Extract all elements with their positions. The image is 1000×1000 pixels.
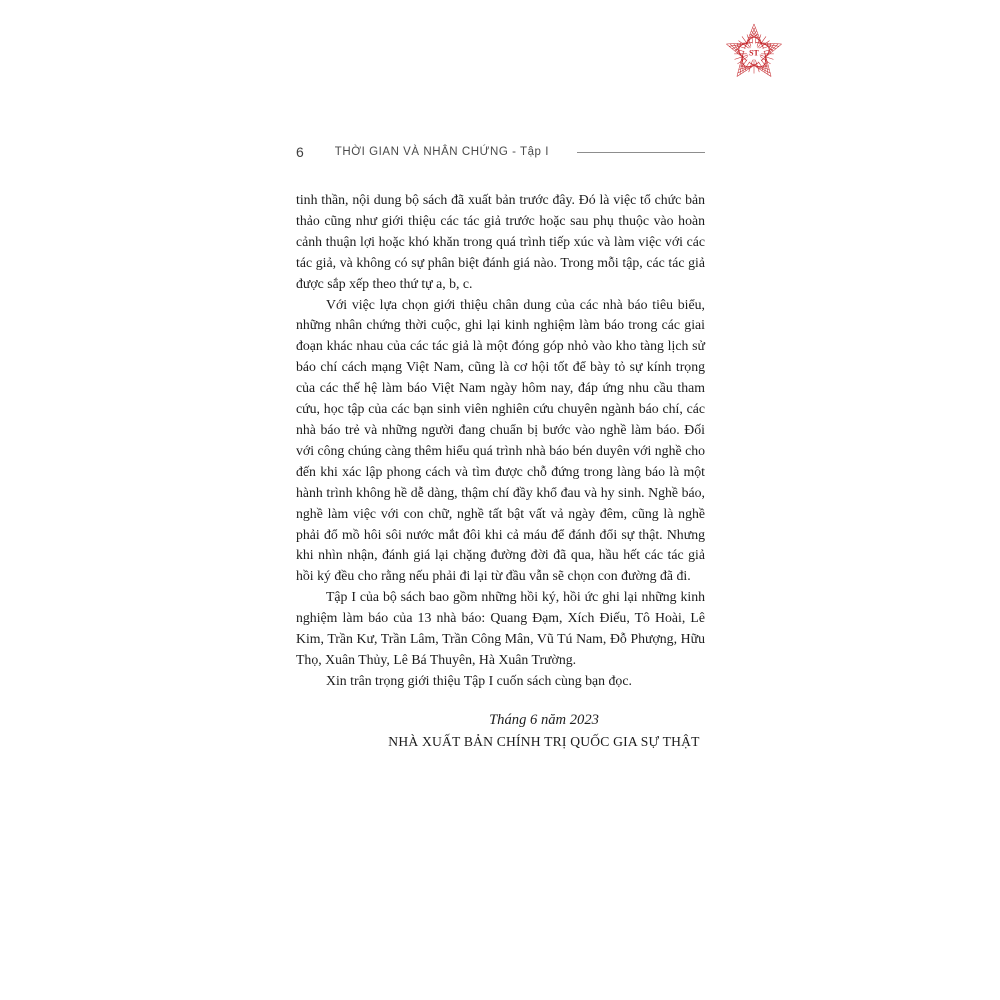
paragraph-3: Tập I của bộ sách bao gồm những hồi ký, hồi ức ghi lại những kinh nghiệm làm báo của 13 nhà báo: Quang Đạm, Xích Điếu, Tô Hoài, Lê Kim, Trần Kư, Trần Lâm, Trần Công Mân, Vũ Tú Nam, Đỗ Phượng, Hữu Thọ, Xuân Thủy, Lê Bá Thuyên, Hà Xuân Trường.	[296, 589, 705, 667]
running-header	[296, 144, 705, 160]
paragraph-2: Với việc lựa chọn giới thiệu chân dung của các nhà báo tiêu biểu, những nhân chứng thời cuộc, ghi lại kinh nghiệm làm báo trong các giai đoạn khác nhau của các tác giả là một đóng góp nhỏ vào kho tàng lịch sử báo chí cách mạng Việt Nam, cũng là cơ hội tốt để bày tỏ sự kính trọng của các thế hệ làm báo Việt Nam ngày hôm nay, đáp ứng nhu cầu tham cứu, học tập của các bạn sinh viên nghiên cứu chuyên ngành báo chí, các nhà báo trẻ và những người đang chuẩn bị bước vào nghề làm báo. Đối với công chúng càng thêm hiểu quá trình nhà báo bén duyên với nghề cho đến khi xác lập phong cách và tìm được chỗ đứng trong làng báo là một hành trình không hề dễ dàng, thậm chí đầy khổ đau và hy sinh. Nghề báo, nghề làm việc với con chữ, nghề tất bật vất vả ngày đêm, cũng là nghề phải đổ mồ hôi sôi nước mắt đôi khi cả máu để đánh đổi sự thật. Nhưng khi nhìn nhận, đánh giá lại chặng đường đời đã qua, hầu hết các tác giả hồi ký đều cho rằng nếu phải đi lại từ đầu vẫn sẽ chọn con đường đã đi.	[296, 296, 705, 584]
page-number: 6	[296, 144, 304, 160]
logo-monogram: ST	[749, 48, 759, 58]
header-rule	[577, 152, 705, 153]
page-content	[296, 144, 705, 753]
signature-publisher: NHÀ XUẤT BẢN CHÍNH TRỊ QUỐC GIA SỰ THẬT	[388, 733, 700, 749]
paragraph-1: tinh thần, nội dung bộ sách đã xuất bản trước đây. Đó là việc tổ chức bản thảo cũng như giới thiệu các tác giả trước hoặc sau phụ thuộc vào hoàn cảnh thuận lợi hoặc khó khăn trong quá trình tiếp xúc và làm việc với các tác giả, và không có sự phân biệt đánh giá nào. Trong mỗi tập, các tác giả được sắp xếp theo thứ tự a, b, c.	[296, 192, 705, 291]
signature-block	[383, 709, 705, 753]
body-text	[296, 190, 705, 692]
publisher-star-logo-icon	[721, 19, 787, 87]
paragraph-4: Xin trân trọng giới thiệu Tập I cuốn sách cùng bạn đọc.	[326, 672, 632, 688]
signature-date: Tháng 6 năm 2023	[489, 711, 599, 728]
running-title: THỜI GIAN VÀ NHÂN CHỨNG - Tập I	[334, 146, 549, 158]
publisher-logo	[721, 19, 787, 87]
